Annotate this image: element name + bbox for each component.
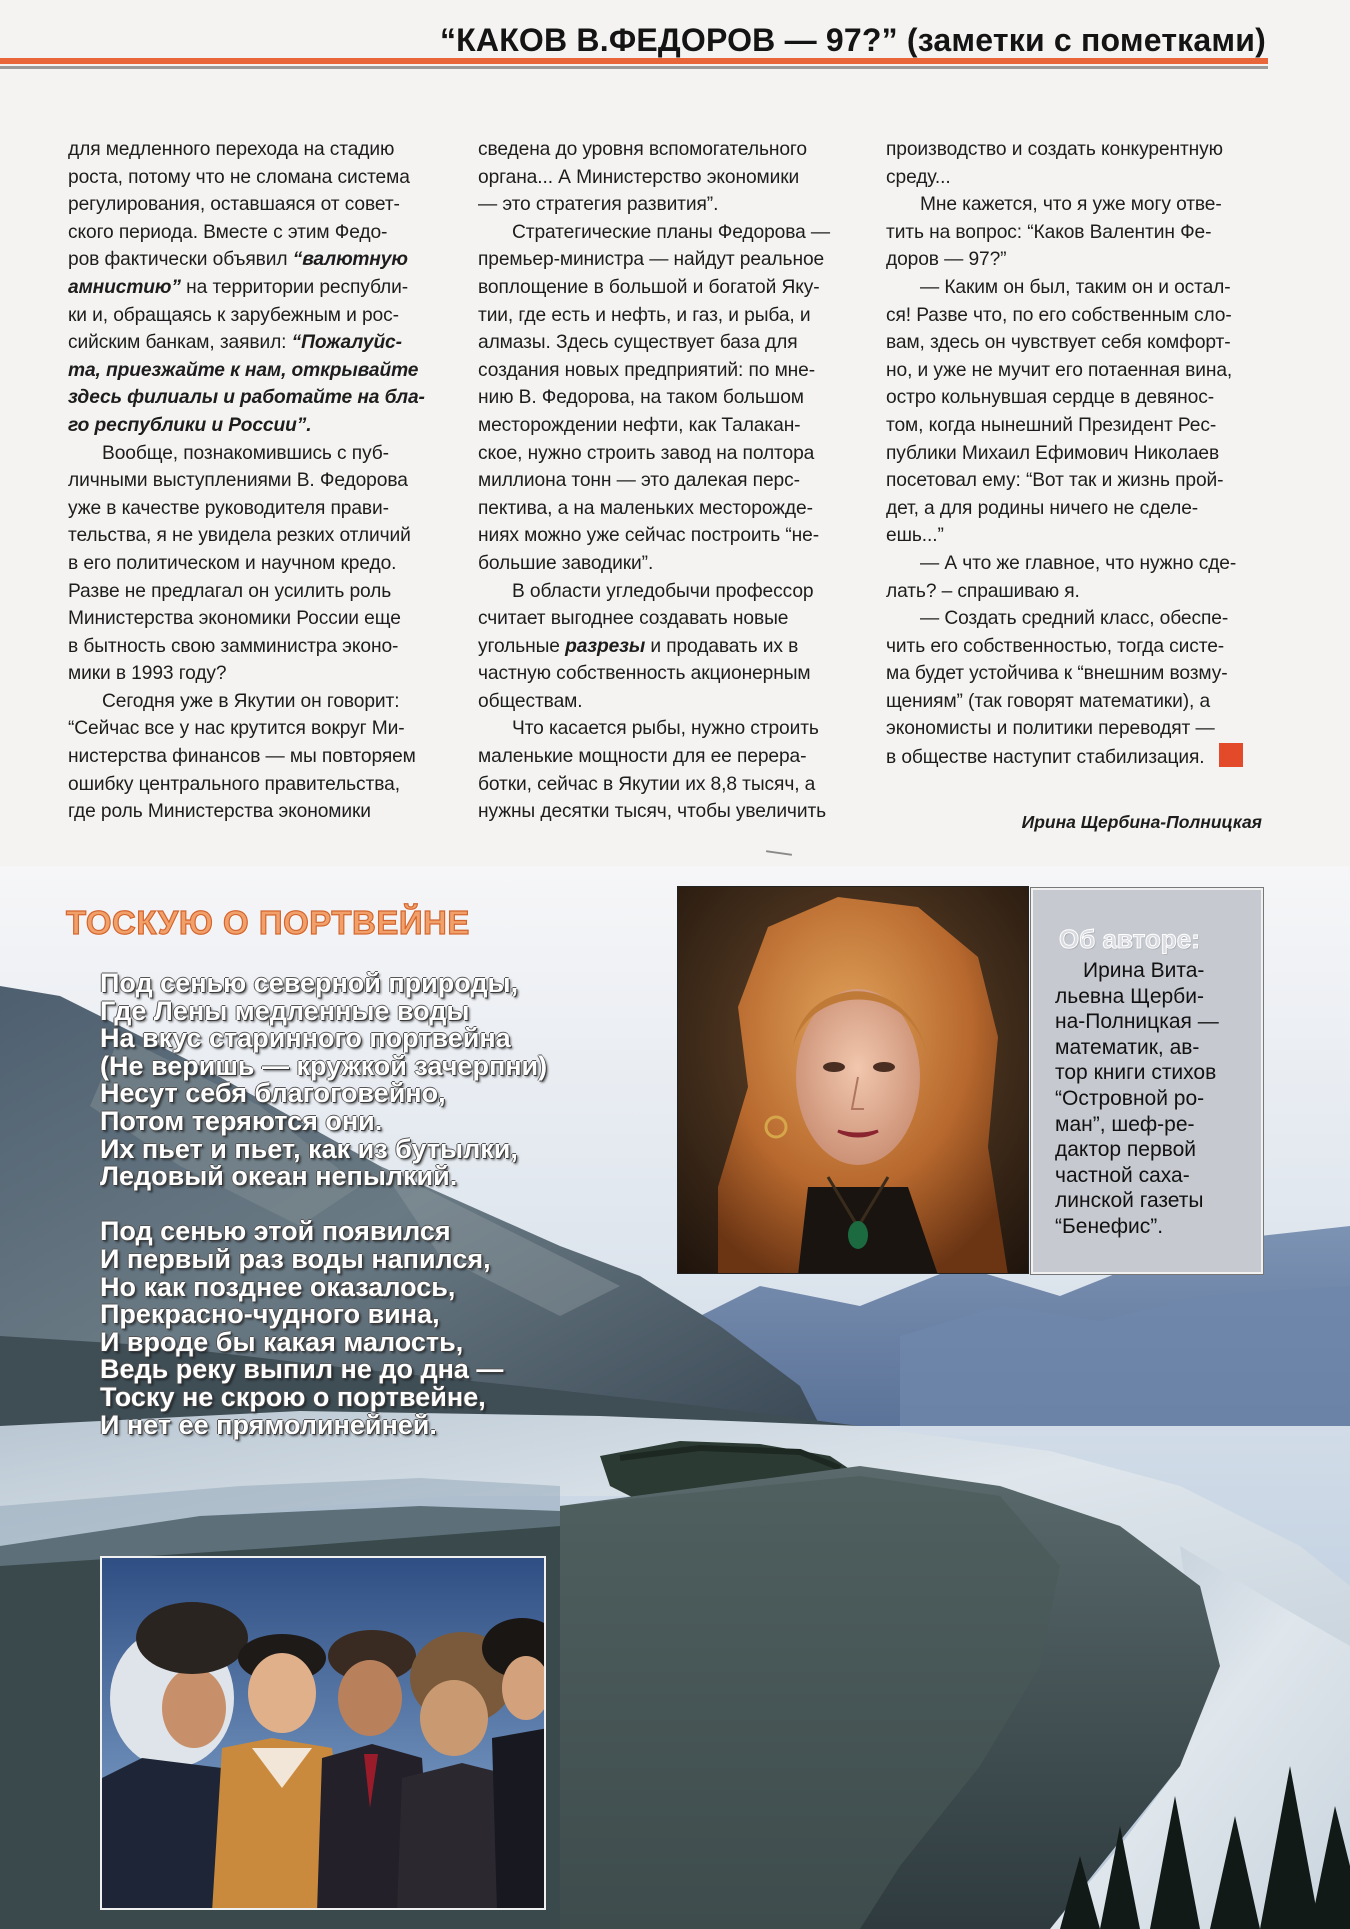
text-line: тельства, я не увидела резких отличий [68,525,411,547]
text-line: обществам. [478,690,583,712]
emphasis-text: “валютную [292,249,408,271]
text-line: математик, ав- [1055,1035,1200,1059]
text-line: роста, потому что не сломана система [68,166,410,188]
text-line: ошибку центрального правительства, [68,773,400,795]
text-line: том, когда нынешний Президент Рес- [886,414,1217,436]
text-line: в бытность свою замминистра эконо- [68,635,399,657]
text-line: тить на вопрос: “Каков Валентин Фе- [886,221,1212,243]
text-line: ки и, обращаясь к зарубежным и рос- [68,304,399,326]
text-line: Министерства экономики России еще [68,608,401,630]
text-line: ское, нужно строить завод на полтора [478,442,815,464]
about-author-text [1055,958,1255,1240]
emphasis-text: “Пожалуйс- [291,332,402,354]
article-column-1 [68,136,446,826]
text-line: ниях можно уже сейчас построить “не- [478,525,819,547]
text-line: щениям” (так говорят математики), а [886,690,1211,712]
text-line: нию В. Федорова, на таком большом [478,387,804,409]
text-line: Разве не предлагал он усилить роль [68,580,392,602]
emphasis-text: го республики и России”. [68,414,312,436]
article-column-3 [886,136,1264,772]
text-line: в его политическом и научном кредо. [68,552,397,574]
text-line: вам, здесь он чувствует себя комфорт- [886,332,1231,354]
text-line: линской газеты [1055,1189,1204,1213]
text-line: ботки, сейчас в Якутии их 8,8 тысяч, а [478,773,816,795]
text-line: — Каким он был, таким он и остал- [920,276,1231,298]
text-line: льевна Щерби- [1055,984,1204,1008]
poem-line: И нет ее прямолинейней. [100,1409,437,1440]
text-line: “Сейчас все у нас крутится вокруг Ми- [68,718,405,740]
poem-line: Ледовый океан непылкий. [100,1161,458,1192]
poem-text [100,970,660,1439]
text-line: большие заводики”. [478,552,654,574]
text-line: личными выступлениями В. Федорова [68,470,408,492]
portrait-illustration [678,887,1029,1274]
text-line: производство и создать конкурентную [886,139,1223,160]
text-line: ся! Разве что, по его собственным сло- [886,304,1232,326]
text-line: Стратегические планы Федорова — [512,221,830,243]
article-end-mark [1219,743,1243,767]
poem-line: (Не веришь — кружкой зачерпни) [100,1050,548,1081]
text-line: В области угледобычи профессор [512,580,814,602]
text-line: миллиона тонн — это далекая перс- [478,470,800,492]
text-line: посетовал ему: “Вот так и жизнь прой- [886,470,1224,492]
poem-line: Потом теряются они. [100,1105,383,1136]
about-author-heading: Об авторе: [1059,924,1200,954]
text-line: остро кольнувшая сердце в девянос- [886,387,1215,409]
scan-mark [766,850,792,856]
text-line: уже в качестве руководителя прави- [68,497,389,519]
group-photo-illustration [102,1558,546,1910]
text-line: нистерства финансов — мы повторяем [68,746,416,768]
text-line: воплощение в большой и богатой Яку- [478,276,820,298]
header-rule-orange [0,58,1268,64]
about-author-box [1031,888,1263,1274]
poem-line: На вкус старинного портвейна [100,1023,511,1054]
poem-line: Но как позднее оказалось, [100,1271,456,1302]
emphasis-text: амнистию” [68,276,181,298]
text-line: дактор первой [1055,1138,1196,1162]
poem-line: И первый раз воды напился, [100,1243,491,1274]
text-line: тии, где есть и нефть, и газ, и рыба, и [478,304,811,326]
text-line: в обществе наступит стабилизация. [886,747,1205,769]
text-line: где роль Министерства экономики [68,801,371,823]
text-line: алмазы. Здесь существует база для [478,332,798,354]
text-line: регулирования, оставшаяся от совет- [68,194,400,216]
text-line: Вообще, познакомившись с пуб- [102,442,389,464]
poem-line: Под сенью северной природы, [100,968,519,998]
text-line: среду... [886,166,951,188]
text-line: ма будет устойчива к “внешним возму- [886,663,1228,685]
text-line: на территории республи- [180,276,409,298]
text-line: доров — 97?” [886,249,1007,271]
text-line: — А что же главное, что нужно сде- [920,552,1237,574]
text-line: — это стратегия развития”. [478,194,719,216]
text-line: экономисты и политики переводят — [886,718,1215,740]
emphasis-text: разрезы [565,635,646,657]
text-line: ров фактически объявил [68,249,293,271]
text-line: на-Полницкая — [1055,1010,1219,1034]
article-column-2 [478,136,856,826]
page-header-title: “КАКОВ В.ФЕДОРОВ — 97?” (заметки с пометками) [439,22,1266,58]
text-line: — Создать средний класс, обеспе- [920,608,1229,630]
text-line: лать? – спрашиваю я. [886,580,1080,602]
text-line: Ирина Вита- [1083,959,1205,982]
poem-line: Где Лены медленные воды [100,995,470,1026]
text-line: нужны десятки тысяч, чтобы увеличить [478,801,827,823]
text-line: тор книги стихов [1055,1061,1217,1085]
emphasis-text: здесь филиалы и работайте на бла- [68,387,425,409]
text-line: частной саха- [1055,1163,1190,1187]
poem-line: Тоску не скрою о портвейне, [100,1381,486,1412]
text-line: сийским банкам, заявил: [68,332,292,354]
poem-line: Под сенью этой появился [100,1216,451,1247]
text-line: маленькие мощности для ее перера- [478,746,807,768]
text-line: “Островной ро- [1055,1086,1205,1110]
text-line: ского периода. Вместе с этим Федо- [68,221,388,243]
author-portrait-photo [677,886,1029,1274]
text-line: дет, а для родины ничего не сделе- [886,497,1199,519]
text-line: мики в 1993 году? [68,663,227,685]
text-line: для медленного перехода на стадию [68,139,395,160]
text-line: создания новых предприятий: по мне- [478,359,816,381]
poem-title: ТОСКУЮ О ПОРТВЕЙНЕ [66,904,470,941]
emphasis-text: та, приезжайте к нам, открывайте [68,359,419,381]
text-line: Мне кажется, что я уже могу отве- [920,194,1222,216]
text-line: сведена до уровня вспомогательного [478,139,807,160]
header-rule-grey [0,66,1268,69]
poem-line: И вроде бы какая малость, [100,1326,464,1357]
text-line: Что касается рыбы, нужно строить [512,718,819,740]
text-line: органа... А Министерство экономики [478,166,800,188]
stanza-gap [100,1191,660,1219]
text-line: ешь...” [886,525,944,547]
text-line: но, и уже не мучит его потаенная вина, [886,359,1233,381]
text-line: чить его собственностью, тогда систе- [886,635,1225,657]
poem-line: Прекрасно-чудного вина, [100,1299,440,1330]
text-line: Сегодня уже в Якутии он говорит: [102,690,400,712]
text-line: ман”, шеф-ре- [1055,1112,1195,1136]
poem-line: Несут себя благоговейно, [100,1078,446,1109]
text-line: премьер-министра — найдут реальное [478,249,825,271]
text-line: считает выгоднее создавать новые [478,608,789,630]
group-photo [100,1556,546,1910]
text-line: и продавать их в [645,635,799,657]
text-line: частную собственность акционерным [478,663,811,685]
article-byline: Ирина Щербина-Полницкая [1021,812,1262,832]
poem-line: Их пьет и пьет, как из бутылки, [100,1133,518,1164]
text-line: пектива, а на маленьких месторожде- [478,497,813,519]
poem-line: Ведь реку выпил не до дна — [100,1354,504,1385]
text-line: месторождении нефти, как Талакан- [478,414,801,436]
text-line: публики Михаил Ефимович Николаев [886,442,1220,464]
text-line: угольные [478,635,566,657]
text-line: “Бенефис”. [1055,1214,1164,1238]
